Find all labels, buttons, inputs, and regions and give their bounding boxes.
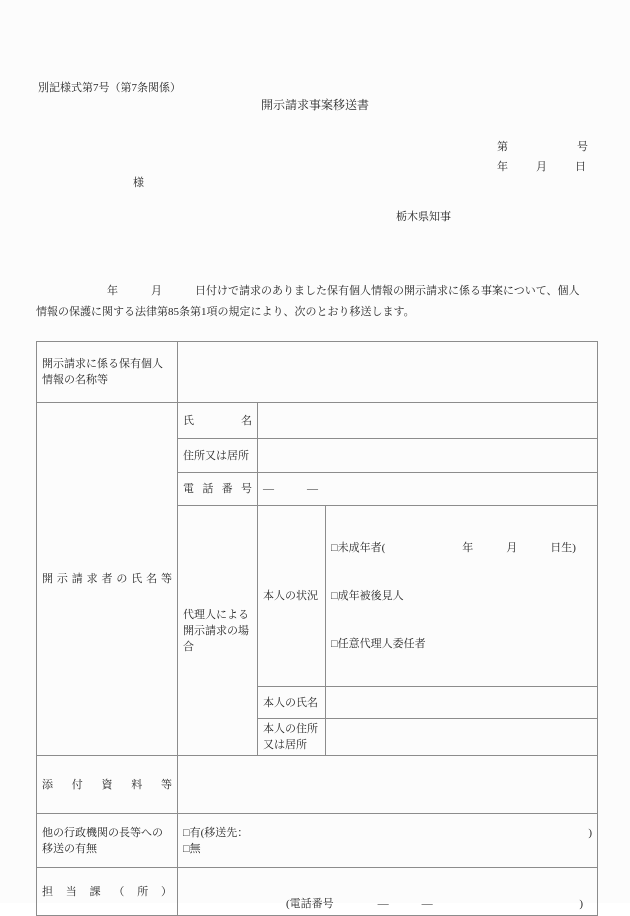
addressee-suffix: 様 xyxy=(133,177,144,189)
name-row-label: 開示請求に係る保有個人情報の名称等 xyxy=(37,342,178,403)
transfer-options-cell xyxy=(178,814,598,868)
date-year-label: 年 xyxy=(497,161,508,173)
principal-name-label: 本人の氏名 xyxy=(258,687,326,719)
checkbox-option-minor[interactable]: □未成年者( 年 月 日生) xyxy=(331,542,576,554)
form-table xyxy=(36,341,598,916)
section-in-charge-value-cell[interactable] xyxy=(178,868,598,916)
section-in-charge-label: 担当課（所） xyxy=(37,868,178,916)
name-row-value-cell[interactable] xyxy=(178,342,598,403)
transfer-label: 他の行政機関の長等への移送の有無 xyxy=(37,814,178,868)
date-line xyxy=(497,158,586,174)
principal-status-label: 本人の状況 xyxy=(258,506,326,687)
section-phone-close-paren: ) xyxy=(579,898,584,910)
address-value-cell[interactable] xyxy=(258,439,598,473)
sender-name: 栃木県知事 xyxy=(396,211,451,223)
requester-section-label: 開示請求者の氏名等 xyxy=(37,403,178,756)
attachments-label: 添付資料等 xyxy=(37,756,178,814)
transfer-yes-close-paren: ) xyxy=(588,826,593,839)
checkbox-option-adult-ward[interactable]: □成年被後見人 xyxy=(331,590,404,602)
attachments-value-cell[interactable] xyxy=(178,756,598,814)
principal-status-options-cell xyxy=(326,506,598,687)
form-number: 別記様式第7号（第7条関係） xyxy=(38,82,181,94)
table-row xyxy=(37,868,598,916)
document-number-line xyxy=(497,138,588,154)
document-number-suffix: 号 xyxy=(577,141,588,153)
principal-address-value-cell[interactable] xyxy=(326,719,598,756)
body-paragraph-line2: 情報の保護に関する法律第85条第1項の規定により、次のとおり移送します。 xyxy=(36,306,415,318)
table-row xyxy=(37,342,598,403)
table-row xyxy=(37,756,598,814)
checkbox-option-transfer-no[interactable]: □無 xyxy=(183,842,201,855)
name-label: 氏名 xyxy=(178,403,258,439)
agent-section-label: 代理人による開示請求の場合 xyxy=(178,506,258,756)
section-phone-prefix: (電話番号 ― ― xyxy=(286,898,433,910)
table-row xyxy=(37,814,598,868)
name-value-cell[interactable] xyxy=(258,403,598,439)
date-day-label: 日 xyxy=(575,161,586,173)
phone-label: 電話番号 xyxy=(178,473,258,506)
checkbox-option-transfer-yes[interactable]: □有(移送先： xyxy=(183,826,249,839)
page-title: 開示請求事案移送書 xyxy=(260,98,369,112)
phone-value-cell[interactable]: ― ― xyxy=(258,473,598,506)
principal-address-label: 本人の住所又は居所 xyxy=(258,719,326,756)
table-row xyxy=(37,403,598,439)
body-paragraph-line1: 年 月 日付けで請求のありました保有個人情報の開示請求に係る事案について、個人 xyxy=(107,285,580,297)
date-month-label: 月 xyxy=(536,161,547,173)
address-label: 住所又は居所 xyxy=(178,439,258,473)
principal-name-value-cell[interactable] xyxy=(326,687,598,719)
checkbox-option-voluntary-agent[interactable]: □任意代理人委任者 xyxy=(331,638,426,650)
document-number-prefix: 第 xyxy=(497,141,508,153)
